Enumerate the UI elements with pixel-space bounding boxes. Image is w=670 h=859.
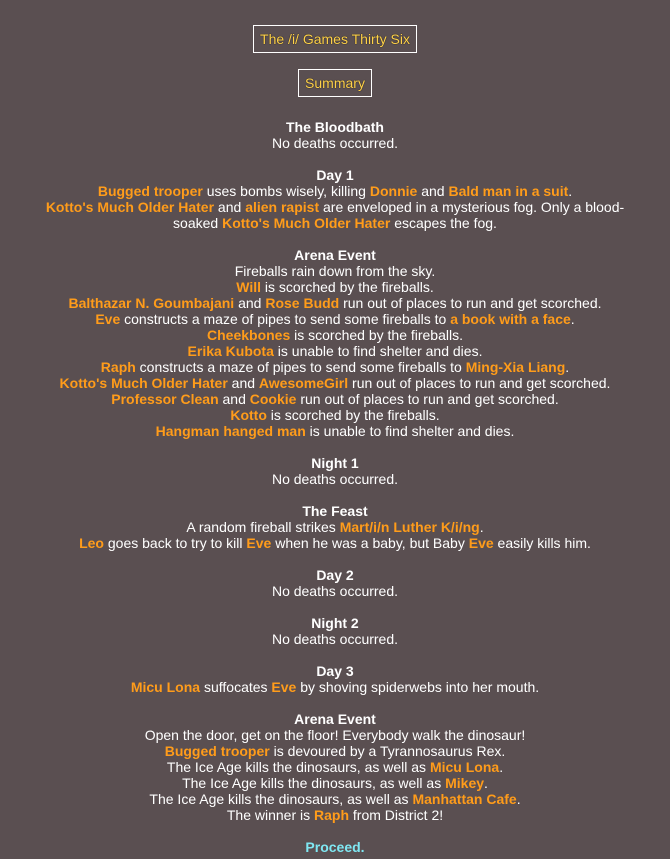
tribute-name: Eve: [271, 679, 297, 695]
tribute-name: Cheekbones: [207, 327, 291, 343]
section-title: The Feast: [302, 503, 368, 519]
event-text: escapes the fog.: [390, 215, 497, 231]
event-text: is unable to find shelter and dies.: [305, 423, 515, 439]
section: [0, 455, 670, 487]
event-text: The Ice Age kills the dinosaurs, as well as: [166, 759, 430, 775]
event-line: [30, 471, 640, 487]
event-text: run out of places to run and get scorched.: [296, 391, 559, 407]
event-text: Fireballs rain down from the sky.: [234, 263, 436, 279]
event-line: [30, 423, 640, 439]
event-line: [30, 679, 640, 695]
tribute-name: Donnie: [369, 183, 418, 199]
tribute-name: Erika Kubota: [187, 343, 274, 359]
event-text: goes back to try to kill: [103, 535, 247, 551]
event-line: [30, 535, 640, 551]
section: [0, 503, 670, 551]
section: [0, 119, 670, 151]
tribute-name: Kotto's Much Older Hater: [45, 199, 215, 215]
event-line: [30, 775, 640, 791]
event-text: .: [499, 759, 504, 775]
event-text: and: [218, 391, 250, 407]
tribute-name: Hangman hanged man: [155, 423, 306, 439]
event-line: [30, 583, 640, 599]
event-line: [30, 263, 640, 279]
event-line: [30, 375, 640, 391]
event-text: run out of places to run and get scorched.: [339, 295, 602, 311]
event-line: [30, 791, 640, 807]
event-text: .: [516, 791, 521, 807]
event-text: suffocates: [200, 679, 272, 695]
tribute-name: a book with a face: [450, 311, 571, 327]
event-line: [30, 199, 640, 231]
section-title: Night 2: [311, 615, 359, 631]
event-text: constructs a maze of pipes to send some fireballs to: [135, 359, 466, 375]
proceed-link[interactable]: Proceed.: [305, 839, 365, 855]
section-title: Arena Event: [294, 247, 376, 263]
tribute-name: Cookie: [249, 391, 297, 407]
event-text: .: [568, 183, 573, 199]
event-text: from District 2!: [349, 807, 444, 823]
tribute-name: Manhattan Cafe: [412, 791, 517, 807]
event-text: are enveloped in a mysterious fog. Only a blood-soaked: [173, 199, 625, 231]
tribute-name: Professor Clean: [111, 391, 219, 407]
event-line: [30, 759, 640, 775]
tribute-name: Will: [236, 279, 261, 295]
section-title: Day 1: [316, 167, 354, 183]
event-text: run out of places to run and get scorched.: [348, 375, 611, 391]
event-text: when he was a baby, but Baby: [271, 535, 469, 551]
event-line: [30, 343, 640, 359]
event-line: [30, 407, 640, 423]
tribute-name: Eve: [468, 535, 494, 551]
section: [0, 567, 670, 599]
event-line: [30, 743, 640, 759]
tribute-name: Kotto's Much Older Hater: [59, 375, 228, 391]
tribute-name: Bugged trooper: [97, 183, 203, 199]
event-text: Open the door, get on the floor! Everybody walk the dinosaur!: [144, 727, 526, 743]
event-text: The Ice Age kills the dinosaurs, as well as: [149, 791, 413, 807]
event-line: [30, 631, 640, 647]
tribute-name: Micu Lona: [429, 759, 500, 775]
event-line: [30, 311, 640, 327]
event-text: .: [479, 519, 484, 535]
event-text: easily kills him.: [493, 535, 591, 551]
tribute-name: Bald man in a suit: [448, 183, 569, 199]
tribute-name: Bugged trooper: [164, 743, 270, 759]
section: [0, 663, 670, 695]
event-text: .: [484, 775, 488, 791]
event-text: uses bombs wisely, killing: [202, 183, 370, 199]
tribute-name: Balthazar N. Goumbajani: [68, 295, 235, 311]
event-line: [30, 295, 640, 311]
event-text: No deaths occurred.: [271, 135, 399, 151]
tribute-name: Ming-Xia Liang: [465, 359, 566, 375]
tribute-name: Kotto's Much Older Hater: [222, 215, 391, 231]
section-title: Day 2: [316, 567, 354, 583]
event-text: is scorched by the fireballs.: [266, 407, 440, 423]
event-line: [30, 327, 640, 343]
tribute-name: Eve: [95, 311, 121, 327]
event-text: The Ice Age kills the dinosaurs, as well as: [182, 775, 446, 791]
event-text: and: [417, 183, 449, 199]
tribute-name: Raph: [314, 807, 350, 823]
tribute-name: Kotto: [230, 407, 267, 423]
section-title: The Bloodbath: [286, 119, 384, 135]
tribute-name: Micu Lona: [130, 679, 201, 695]
tribute-name: Mart/i/n Luther K/i/ng: [339, 519, 480, 535]
section: [0, 247, 670, 439]
game-title: The /i/ Games Thirty Six: [253, 25, 417, 53]
tribute-name: Eve: [246, 535, 272, 551]
tribute-name: Mikey: [445, 775, 485, 791]
event-text: is unable to find shelter and dies.: [273, 343, 483, 359]
event-line: [30, 391, 640, 407]
event-line: [30, 519, 640, 535]
event-text: is scorched by the fireballs.: [261, 279, 434, 295]
event-line: [30, 727, 640, 743]
event-line: [30, 183, 640, 199]
event-text: No deaths occurred.: [271, 631, 399, 647]
event-line: [30, 359, 640, 375]
event-text: is scorched by the fireballs.: [290, 327, 463, 343]
event-line: [30, 279, 640, 295]
event-text: No deaths occurred.: [271, 583, 399, 599]
event-line: [30, 135, 640, 151]
section-title: Night 1: [311, 455, 359, 471]
summary-button[interactable]: Summary: [298, 69, 372, 97]
event-text: is devoured by a Tyrannosaurus Rex.: [269, 743, 506, 759]
event-text: A random fireball strikes: [186, 519, 340, 535]
tribute-name: alien rapist: [245, 199, 320, 215]
event-text: The winner is: [226, 807, 315, 823]
event-text: and: [227, 375, 259, 391]
tribute-name: AwesomeGirl: [258, 375, 349, 391]
event-text: .: [565, 359, 570, 375]
event-text: .: [570, 311, 575, 327]
event-text: No deaths occurred.: [271, 471, 399, 487]
section: [0, 167, 670, 231]
section-title: Day 3: [316, 663, 354, 679]
event-text: and: [234, 295, 266, 311]
event-text: by shoving spiderwebs into her mouth.: [296, 679, 540, 695]
section: [0, 711, 670, 823]
section-title: Arena Event: [294, 711, 376, 727]
tribute-name: Rose Budd: [265, 295, 340, 311]
tribute-name: Leo: [79, 535, 104, 551]
event-line: [30, 807, 640, 823]
summary-sections: [0, 119, 670, 823]
tribute-name: Raph: [100, 359, 136, 375]
section: [0, 615, 670, 647]
event-text: and: [214, 199, 246, 215]
event-text: constructs a maze of pipes to send some fireballs to: [120, 311, 451, 327]
